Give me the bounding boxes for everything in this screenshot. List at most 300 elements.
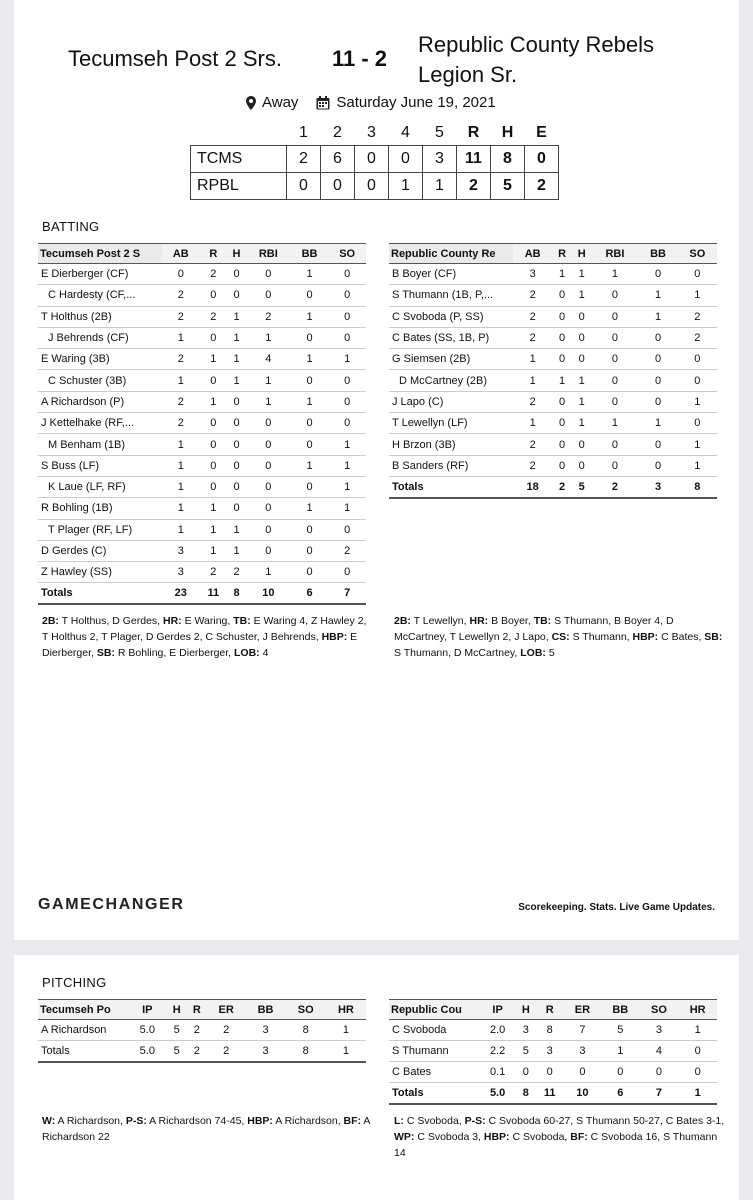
team-column-header: Republic Cou xyxy=(389,1000,479,1020)
stat-cell: 5 xyxy=(516,1041,535,1062)
total-cell: 8 xyxy=(678,476,717,497)
stat-note-label: P-S: xyxy=(125,1115,147,1127)
stat-cell: 0 xyxy=(227,413,246,434)
stat-cell: 1 xyxy=(162,498,200,519)
stat-cell: 0 xyxy=(552,413,572,434)
total-cell: 7 xyxy=(328,583,366,604)
stat-cell: 0 xyxy=(246,498,291,519)
stat-cell: 0 xyxy=(200,434,228,455)
stat-note-label: BF: xyxy=(343,1115,362,1127)
player-name: C Schuster (3B) xyxy=(38,370,162,391)
stat-cell: 0 xyxy=(552,306,572,327)
player-row xyxy=(389,306,717,327)
stat-cell: 1 xyxy=(572,391,592,412)
inning-header: 4 xyxy=(401,123,410,141)
stat-note-label: 2B: xyxy=(42,615,59,627)
stat-cell: 2 xyxy=(162,413,200,434)
stat-cell: 0 xyxy=(572,455,592,476)
stat-column-header: BB xyxy=(601,1000,640,1020)
stat-cell: 2 xyxy=(162,285,200,306)
stat-note-text: A Richardson 74-45, xyxy=(146,1115,248,1127)
linescore-cell: 0 xyxy=(525,145,559,172)
linescore-cell: 0 xyxy=(287,172,321,199)
stat-cell: 1 xyxy=(291,455,329,476)
stat-column-header: ER xyxy=(564,1000,601,1020)
location-pin-icon xyxy=(246,96,256,110)
stat-cell: 2 xyxy=(513,434,552,455)
stat-cell: 8 xyxy=(536,1020,564,1041)
totals-label: Totals xyxy=(38,583,162,604)
stat-note-text: C Svoboda 60-27, S Thumann 50-27, C Bates 3-1, xyxy=(485,1115,725,1127)
stat-cell: 0 xyxy=(328,264,366,285)
stat-cell: 1 xyxy=(200,519,228,540)
stat-cell: 0 xyxy=(200,476,228,497)
player-row xyxy=(389,370,717,391)
stat-cell: 0 xyxy=(592,455,639,476)
inning-header: 3 xyxy=(367,123,376,141)
player-name: D McCartney (2B) xyxy=(389,370,513,391)
stat-cell: 0 xyxy=(227,498,246,519)
player-row xyxy=(389,349,717,370)
inning-header: 5 xyxy=(435,123,444,141)
stat-note-text: 5 xyxy=(545,647,555,659)
player-row xyxy=(389,455,717,476)
stat-cell: 0 xyxy=(572,306,592,327)
home-pitching-table xyxy=(38,999,366,1063)
total-cell: 7 xyxy=(640,1083,679,1104)
stat-cell: 1 xyxy=(513,370,552,391)
stat-cell: 1 xyxy=(572,264,592,285)
stat-cell: 0 xyxy=(328,562,366,583)
stat-cell: 0 xyxy=(592,370,639,391)
stat-cell: 4 xyxy=(246,349,291,370)
total-cell: 10 xyxy=(246,583,291,604)
player-name: G Siemsen (2B) xyxy=(389,349,513,370)
stat-note-label: L: xyxy=(394,1115,404,1127)
player-name: C Bates xyxy=(389,1062,479,1083)
stat-cell: 0 xyxy=(564,1062,601,1083)
stat-note-label: HR: xyxy=(163,615,182,627)
stat-cell: 0 xyxy=(328,306,366,327)
inning-header: 1 xyxy=(299,123,308,141)
stat-cell: 0 xyxy=(328,391,366,412)
stat-cell: 1 xyxy=(227,306,246,327)
stat-cell: 0 xyxy=(246,540,291,561)
linescore-cell: 0 xyxy=(355,145,389,172)
linescore-cell: 0 xyxy=(389,145,423,172)
stat-note-text: S Thumann, B Boyer 4, D McCartney, T Lewellyn 2, J Lapo, xyxy=(394,615,674,643)
linescore-team: TCMS xyxy=(191,145,287,172)
stat-note-text: C Svoboda 16, S Thumann 14 xyxy=(394,1131,718,1159)
stat-cell: 0 xyxy=(291,519,329,540)
game-meta xyxy=(246,94,496,111)
stat-cell: 1 xyxy=(162,370,200,391)
pitching-section-title: PITCHING xyxy=(42,975,107,990)
stat-column-header: R xyxy=(536,1000,564,1020)
stat-cell: 1 xyxy=(328,434,366,455)
stat-cell: 1 xyxy=(552,264,572,285)
away-pitching-notes xyxy=(394,1113,729,1161)
stat-cell: 0 xyxy=(552,285,572,306)
stat-note-text: T Lewellyn, xyxy=(410,615,470,627)
pitching-header-row xyxy=(38,1000,366,1020)
stat-cell: 1 xyxy=(200,498,228,519)
stat-cell: 5 xyxy=(601,1020,640,1041)
batting-header-row xyxy=(38,244,366,264)
stat-note-text: E Waring, xyxy=(181,615,234,627)
stat-cell: 0 xyxy=(227,264,246,285)
batting-section-title: BATTING xyxy=(42,219,100,234)
player-name: S Thumann xyxy=(389,1041,479,1062)
total-cell: 3 xyxy=(245,1041,285,1062)
stat-cell: 1 xyxy=(200,349,228,370)
stat-cell: 0 xyxy=(291,370,329,391)
stat-note-label: BF: xyxy=(570,1131,588,1143)
player-name: S Buss (LF) xyxy=(38,455,162,476)
stat-cell: 1 xyxy=(678,434,717,455)
stat-cell: 0 xyxy=(592,285,639,306)
stat-cell: 0 xyxy=(678,1062,717,1083)
player-row xyxy=(389,285,717,306)
stat-cell: 1 xyxy=(227,540,246,561)
stat-note-text: B Boyer, xyxy=(488,615,534,627)
stat-note-label: HBP: xyxy=(247,1115,273,1127)
totals-row xyxy=(389,1083,717,1104)
totals-label: Totals xyxy=(38,1041,128,1062)
stat-cell: 3 xyxy=(536,1041,564,1062)
stat-cell: 0 xyxy=(227,391,246,412)
stat-cell: 1 xyxy=(513,349,552,370)
linescore-cell: 1 xyxy=(389,172,423,199)
stat-cell: 1 xyxy=(200,391,228,412)
stat-cell: 1 xyxy=(572,370,592,391)
stat-cell: 1 xyxy=(328,349,366,370)
linescore-cell: 2 xyxy=(525,172,559,199)
linescore-cell: 2 xyxy=(287,145,321,172)
stat-cell: 2 xyxy=(207,1020,246,1041)
stat-cell: 0 xyxy=(552,391,572,412)
stat-cell: 1 xyxy=(246,327,291,348)
linescore-cell: 3 xyxy=(423,145,457,172)
game-location: Away xyxy=(262,94,299,111)
stat-cell: 1 xyxy=(592,264,639,285)
batting-header-row xyxy=(389,244,717,264)
stat-note-text: C Svoboda 3, xyxy=(414,1131,484,1143)
stat-cell: 2 xyxy=(187,1020,207,1041)
stat-cell: 1 xyxy=(678,391,717,412)
stat-note-label: SB: xyxy=(704,631,723,643)
stat-cell: 0 xyxy=(200,455,228,476)
total-cell: 11 xyxy=(536,1083,564,1104)
player-name: Z Hawley (SS) xyxy=(38,562,162,583)
stat-cell: 1 xyxy=(638,306,677,327)
stat-note-text: C Svoboda, xyxy=(403,1115,465,1127)
stat-note-label: WP: xyxy=(394,1131,415,1143)
stat-cell: 1 xyxy=(552,370,572,391)
stat-cell: 0 xyxy=(678,370,717,391)
pitching-page xyxy=(14,955,739,1200)
stat-cell: 2 xyxy=(227,562,246,583)
stat-cell: 0 xyxy=(572,434,592,455)
stat-cell: 0 xyxy=(552,434,572,455)
inning-header: 2 xyxy=(333,123,342,141)
stat-cell: 0 xyxy=(638,434,677,455)
stat-column-header: BB xyxy=(638,244,677,264)
stat-cell: 2 xyxy=(513,455,552,476)
totals-row xyxy=(38,1041,366,1062)
linescore-cell: 8 xyxy=(491,145,525,172)
player-row xyxy=(38,349,366,370)
footer-tagline: Scorekeeping. Stats. Live Game Updates. xyxy=(518,902,715,913)
total-cell: 3 xyxy=(638,476,677,497)
linescore-cell: 1 xyxy=(423,172,457,199)
stat-cell: 0 xyxy=(638,455,677,476)
stat-column-header: HR xyxy=(326,1000,366,1020)
stat-cell: 5.0 xyxy=(128,1020,167,1041)
stat-note-label: LOB: xyxy=(234,647,260,659)
totals-row xyxy=(38,583,366,604)
stat-column-header: AB xyxy=(162,244,200,264)
player-name: C Hardesty (CF,... xyxy=(38,285,162,306)
stat-cell: 2 xyxy=(200,562,228,583)
stat-cell: 3 xyxy=(162,562,200,583)
stat-cell: 3 xyxy=(513,264,552,285)
player-row xyxy=(389,1041,717,1062)
stat-cell: 1 xyxy=(678,1020,717,1041)
total-cell: 10 xyxy=(564,1083,601,1104)
stat-cell: 0 xyxy=(200,285,228,306)
stat-cell: 0 xyxy=(227,285,246,306)
stat-cell: 0 xyxy=(328,285,366,306)
stat-cell: 0 xyxy=(536,1062,564,1083)
stat-cell: 5 xyxy=(167,1020,187,1041)
player-row xyxy=(38,434,366,455)
total-cell: 5.0 xyxy=(479,1083,516,1104)
stat-cell: 1 xyxy=(200,540,228,561)
stat-cell: 1 xyxy=(291,264,329,285)
stat-note-label: SB: xyxy=(96,647,115,659)
stat-cell: 1 xyxy=(162,455,200,476)
stat-cell: 0 xyxy=(246,285,291,306)
linescore-cell: 0 xyxy=(355,172,389,199)
stat-note-label: HBP: xyxy=(321,631,348,643)
home-pitching-notes xyxy=(42,1113,372,1145)
stat-cell: 1 xyxy=(227,327,246,348)
linescore-cell: 0 xyxy=(321,172,355,199)
stat-note-text: R Bohling, E Dierberger, xyxy=(114,647,235,659)
stat-cell: 0 xyxy=(678,1041,717,1062)
total-cell: 8 xyxy=(516,1083,535,1104)
stat-note-text: A Richardson, xyxy=(272,1115,344,1127)
stat-cell: 0 xyxy=(246,264,291,285)
stat-cell: 2 xyxy=(200,306,228,327)
stat-cell: 0 xyxy=(291,413,329,434)
linescore-cell: 5 xyxy=(491,172,525,199)
stat-column-header: R xyxy=(552,244,572,264)
stat-cell: 0 xyxy=(291,285,329,306)
final-score: 11 - 2 xyxy=(332,46,388,71)
stat-note-text: C Svoboda, xyxy=(509,1131,571,1143)
pitching-header-row xyxy=(389,1000,717,1020)
stat-cell: 0 xyxy=(227,476,246,497)
stat-column-header: SO xyxy=(678,244,717,264)
player-row xyxy=(38,306,366,327)
stat-note-label: 2B: xyxy=(394,615,411,627)
stat-cell: 1 xyxy=(162,519,200,540)
totals-row xyxy=(389,476,717,497)
player-row xyxy=(38,391,366,412)
player-row xyxy=(389,413,717,434)
stat-cell: 0 xyxy=(640,1062,679,1083)
stat-cell: 0 xyxy=(291,327,329,348)
stat-note-label: TB: xyxy=(233,615,251,627)
total-cell: 18 xyxy=(513,476,552,497)
stat-cell: 0 xyxy=(200,413,228,434)
stat-cell: 0 xyxy=(246,455,291,476)
stat-note-text: E Waring 4, Z Hawley 2, T Holthus 2, T Plager, D Gerdes 2, C Schuster, J Behrends, xyxy=(42,615,367,643)
stat-cell: 0 xyxy=(328,327,366,348)
stat-cell: 1 xyxy=(328,476,366,497)
stat-cell: 2 xyxy=(513,391,552,412)
stat-column-header: H xyxy=(516,1000,535,1020)
stat-cell: 0 xyxy=(246,519,291,540)
stat-cell: 1 xyxy=(291,498,329,519)
linescore-table xyxy=(190,121,559,200)
stat-column-header: H xyxy=(572,244,592,264)
stat-cell: 2.2 xyxy=(479,1041,516,1062)
stat-cell: 2.0 xyxy=(479,1020,516,1041)
stat-cell: 0 xyxy=(200,327,228,348)
stat-cell: 0 xyxy=(291,562,329,583)
stat-column-header: SO xyxy=(640,1000,679,1020)
stat-cell: 1 xyxy=(162,434,200,455)
stat-cell: 0 xyxy=(227,455,246,476)
stat-column-header: IP xyxy=(479,1000,516,1020)
stat-cell: 3 xyxy=(640,1020,679,1041)
stat-cell: 0 xyxy=(552,455,572,476)
stat-cell: 1 xyxy=(162,327,200,348)
stat-note-label: HBP: xyxy=(483,1131,510,1143)
stat-cell: 1 xyxy=(513,413,552,434)
stat-cell: 0 xyxy=(638,327,677,348)
stat-note-text: 4 xyxy=(259,647,269,659)
player-name: C Svoboda (P, SS) xyxy=(389,306,513,327)
linescore-row xyxy=(191,145,559,172)
total-cell: 11 xyxy=(200,583,228,604)
stat-cell: 0 xyxy=(328,413,366,434)
stat-note-label: LOB: xyxy=(520,647,546,659)
total-cell: 8 xyxy=(286,1041,326,1062)
stat-column-header: ER xyxy=(207,1000,246,1020)
home-batting-table xyxy=(38,243,366,605)
home-team-name: Tecumseh Post 2 Srs. xyxy=(68,46,282,71)
player-row xyxy=(38,370,366,391)
stat-cell: 0 xyxy=(572,349,592,370)
stat-cell: 1 xyxy=(328,455,366,476)
player-row xyxy=(38,264,366,285)
total-cell: 2 xyxy=(592,476,639,497)
total-cell: 5 xyxy=(167,1041,187,1062)
player-name: S Thumann (1B, P,... xyxy=(389,285,513,306)
stat-note-label: HBP: xyxy=(632,631,659,643)
linescore-row xyxy=(191,172,559,199)
stat-column-header: BB xyxy=(291,244,329,264)
home-batting-notes xyxy=(42,613,372,661)
stat-cell: 0 xyxy=(552,349,572,370)
stat-column-header: RBI xyxy=(592,244,639,264)
team-column-header: Tecumseh Post 2 S xyxy=(38,244,162,264)
linescore-team: RPBL xyxy=(191,172,287,199)
away-team-name: Republic County Rebels Legion Sr. xyxy=(418,32,655,87)
stat-cell: 2 xyxy=(162,349,200,370)
stat-column-header: R xyxy=(187,1000,207,1020)
player-row xyxy=(38,327,366,348)
stat-cell: 0 xyxy=(592,306,639,327)
stat-note-text: S Thumann, xyxy=(569,631,633,643)
player-row xyxy=(38,498,366,519)
stat-cell: 1 xyxy=(572,285,592,306)
linescore-cell: 2 xyxy=(457,172,491,199)
player-name: C Bates (SS, 1B, P) xyxy=(389,327,513,348)
stat-cell: 0.1 xyxy=(479,1062,516,1083)
stat-cell: 3 xyxy=(564,1041,601,1062)
stat-cell: 1 xyxy=(227,519,246,540)
player-name: K Laue (LF, RF) xyxy=(38,476,162,497)
stat-cell: 1 xyxy=(638,413,677,434)
gamechanger-logo: GAMECHANGER xyxy=(38,896,185,913)
stat-note-text: T Holthus, D Gerdes, xyxy=(58,615,163,627)
player-row xyxy=(389,1020,717,1041)
stat-cell: 0 xyxy=(592,434,639,455)
stat-cell: 0 xyxy=(638,370,677,391)
team-column-header: Tecumseh Po xyxy=(38,1000,128,1020)
stat-cell: 0 xyxy=(592,391,639,412)
stat-cell: 1 xyxy=(328,498,366,519)
stat-note-text: E Dierberger, xyxy=(42,631,358,659)
stat-cell: 0 xyxy=(162,264,200,285)
away-batting-table xyxy=(389,243,717,499)
stat-column-header: HR xyxy=(678,1000,717,1020)
team-column-header: Republic County Re xyxy=(389,244,513,264)
player-name: B Sanders (RF) xyxy=(389,455,513,476)
total-cell: 2 xyxy=(552,476,572,497)
player-row xyxy=(389,264,717,285)
player-row xyxy=(38,455,366,476)
stat-cell: 1 xyxy=(678,455,717,476)
stat-cell: 0 xyxy=(592,327,639,348)
stat-cell: 1 xyxy=(326,1020,366,1041)
player-row xyxy=(38,285,366,306)
stat-cell: 1 xyxy=(246,391,291,412)
linescore-cell: 6 xyxy=(321,145,355,172)
linescore-cell: 11 xyxy=(457,145,491,172)
stat-cell: 2 xyxy=(513,285,552,306)
player-row xyxy=(389,391,717,412)
stat-cell: 0 xyxy=(291,540,329,561)
stat-cell: 0 xyxy=(601,1062,640,1083)
stat-cell: 8 xyxy=(286,1020,326,1041)
stat-cell: 1 xyxy=(246,370,291,391)
stat-cell: 2 xyxy=(200,264,228,285)
stat-cell: 2 xyxy=(162,306,200,327)
player-row xyxy=(38,413,366,434)
stat-column-header: R xyxy=(200,244,228,264)
stat-cell: 0 xyxy=(246,476,291,497)
stat-cell: 2 xyxy=(328,540,366,561)
stat-cell: 2 xyxy=(513,327,552,348)
stat-cell: 7 xyxy=(564,1020,601,1041)
player-row xyxy=(38,519,366,540)
